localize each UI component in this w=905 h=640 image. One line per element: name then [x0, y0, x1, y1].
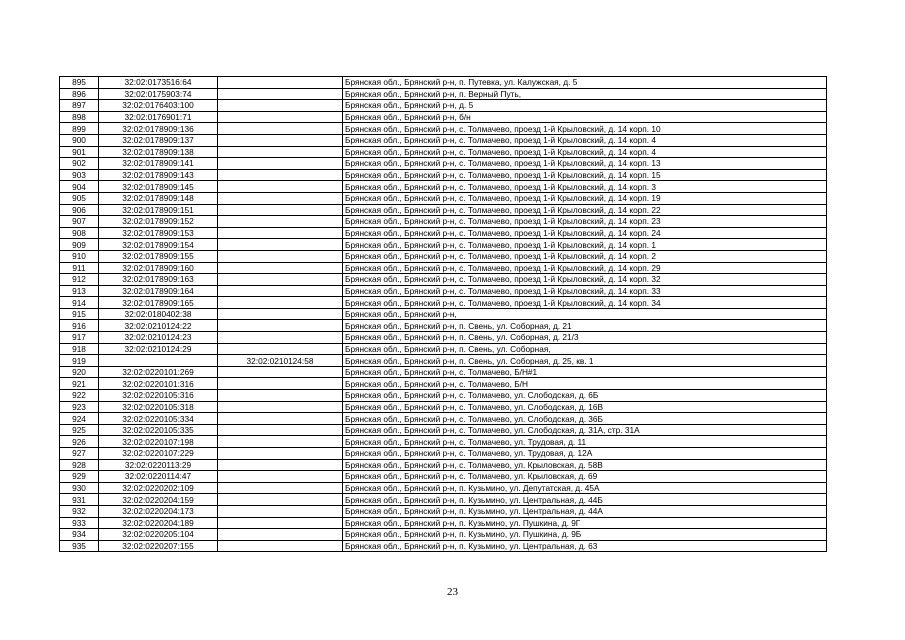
address-cell: Брянская обл., Брянский р-н, с. Толмачево, проезд 1-й Крыловский, д. 14 корп. 23 [343, 216, 827, 228]
address-cell: Брянская обл., Брянский р-н, п. Кузьмино, ул. Депутатская, д. 45А [343, 482, 827, 494]
row-number-cell: 925 [60, 424, 99, 436]
secondary-cadastral-number-cell [218, 448, 343, 460]
cadastral-number-cell: 32:02:0176901:71 [99, 111, 218, 123]
secondary-cadastral-number-cell [218, 436, 343, 448]
address-cell: Брянская обл., Брянский р-н, с. Толмачево, проезд 1-й Крыловский, д. 14 корп. 22 [343, 204, 827, 216]
table-row [60, 262, 827, 274]
address-cell: Брянская обл., Брянский р-н, с. Толмачево, проезд 1-й Крыловский, д. 14 корп. 13 [343, 158, 827, 170]
table-row [60, 529, 827, 541]
cadastral-number-cell: 32:02:0220105:316 [99, 390, 218, 402]
table-row [60, 77, 827, 89]
secondary-cadastral-number-cell [218, 540, 343, 552]
table-row [60, 297, 827, 309]
table-row [60, 401, 827, 413]
address-cell: Брянская обл., Брянский р-н, п. Кузьмино, ул. Пушкина, д. 9Б [343, 529, 827, 541]
row-number-cell: 931 [60, 494, 99, 506]
address-cell: Брянская обл., Брянский р-н, с. Толмачево, ул. Слободская, д. 16В [343, 401, 827, 413]
table-row [60, 505, 827, 517]
secondary-cadastral-number-cell [218, 146, 343, 158]
table-row [60, 413, 827, 425]
address-cell: Брянская обл., Брянский р-н, с. Толмачево, Б/Н#1 [343, 366, 827, 378]
cadastral-number-cell: 32:02:0220107:198 [99, 436, 218, 448]
table-row [60, 192, 827, 204]
secondary-cadastral-number-cell [218, 494, 343, 506]
address-cell: Брянская обл., Брянский р-н, с. Толмачево, проезд 1-й Крыловский, д. 14 корп. 33 [343, 285, 827, 297]
address-cell: Брянская обл., Брянский р-н, с. Толмачево, проезд 1-й Крыловский, д. 14 корп. 2 [343, 250, 827, 262]
row-number-cell: 924 [60, 413, 99, 425]
address-cell: Брянская обл., Брянский р-н, с. Толмачево, ул. Крыловская, д. 69 [343, 471, 827, 483]
address-cell: Брянская обл., Брянский р-н, с. Толмачево, ул. Крыловская, д. 58В [343, 459, 827, 471]
secondary-cadastral-number-cell [218, 378, 343, 390]
cadastral-number-cell: 32:02:0178909:153 [99, 227, 218, 239]
table-row [60, 111, 827, 123]
secondary-cadastral-number-cell: 32:02:0210124:58 [218, 355, 343, 367]
table-row [60, 134, 827, 146]
table-row [60, 274, 827, 286]
property-registry-table [59, 76, 827, 552]
secondary-cadastral-number-cell [218, 390, 343, 402]
cadastral-number-cell: 32:02:0178909:141 [99, 158, 218, 170]
address-cell: Брянская обл., Брянский р-н, с. Толмачево, ул. Трудовая, д. 11 [343, 436, 827, 448]
address-cell: Брянская обл., Брянский р-н, с. Толмачево, ул. Слободская, д. 31А, стр. 31А [343, 424, 827, 436]
cadastral-number-cell: 32:02:0176403:100 [99, 100, 218, 112]
secondary-cadastral-number-cell [218, 297, 343, 309]
row-number-cell: 897 [60, 100, 99, 112]
address-cell: Брянская обл., Брянский р-н, п. Свень, ул. Соборная, д. 21 [343, 320, 827, 332]
address-cell: Брянская обл., Брянский р-н, с. Толмачево, проезд 1-й Крыловский, д. 14 корп. 19 [343, 192, 827, 204]
address-cell: Брянская обл., Брянский р-н, б/н [343, 111, 827, 123]
cadastral-number-cell: 32:02:0220101:316 [99, 378, 218, 390]
page-number: 23 [447, 586, 458, 598]
table-row [60, 88, 827, 100]
cadastral-number-cell: 32:02:0178909:163 [99, 274, 218, 286]
table-row [60, 146, 827, 158]
secondary-cadastral-number-cell [218, 401, 343, 413]
cadastral-number-cell: 32:02:0178909:160 [99, 262, 218, 274]
cadastral-number-cell [99, 355, 218, 367]
address-cell: Брянская обл., Брянский р-н, [343, 308, 827, 320]
cadastral-number-cell: 32:02:0178909:136 [99, 123, 218, 135]
secondary-cadastral-number-cell [218, 343, 343, 355]
secondary-cadastral-number-cell [218, 192, 343, 204]
table-row [60, 482, 827, 494]
secondary-cadastral-number-cell [218, 134, 343, 146]
cadastral-number-cell: 32:02:0178909:143 [99, 169, 218, 181]
cadastral-number-cell: 32:02:0220207:155 [99, 540, 218, 552]
table-row [60, 471, 827, 483]
secondary-cadastral-number-cell [218, 250, 343, 262]
row-number-cell: 915 [60, 308, 99, 320]
address-cell: Брянская обл., Брянский р-н, п. Кузьмино, ул. Центральная, д. 44А [343, 505, 827, 517]
address-cell: Брянская обл., Брянский р-н, с. Толмачево, проезд 1-й Крыловский, д. 14 корп. 15 [343, 169, 827, 181]
table-row [60, 158, 827, 170]
table-row [60, 494, 827, 506]
secondary-cadastral-number-cell [218, 262, 343, 274]
row-number-cell: 914 [60, 297, 99, 309]
table-row [60, 239, 827, 251]
cadastral-number-cell: 32:02:0220105:318 [99, 401, 218, 413]
address-cell: Брянская обл., Брянский р-н, с. Толмачево, проезд 1-й Крыловский, д. 14 корп. 4 [343, 134, 827, 146]
secondary-cadastral-number-cell [218, 227, 343, 239]
row-number-cell: 912 [60, 274, 99, 286]
secondary-cadastral-number-cell [218, 517, 343, 529]
row-number-cell: 905 [60, 192, 99, 204]
row-number-cell: 934 [60, 529, 99, 541]
row-number-cell: 922 [60, 390, 99, 402]
cadastral-number-cell: 32:02:0178909:145 [99, 181, 218, 193]
row-number-cell: 901 [60, 146, 99, 158]
secondary-cadastral-number-cell [218, 482, 343, 494]
secondary-cadastral-number-cell [218, 239, 343, 251]
cadastral-number-cell: 32:02:0175903:74 [99, 88, 218, 100]
cadastral-number-cell: 32:02:0210124:23 [99, 332, 218, 344]
row-number-cell: 911 [60, 262, 99, 274]
row-number-cell: 927 [60, 448, 99, 460]
row-number-cell: 933 [60, 517, 99, 529]
address-cell: Брянская обл., Брянский р-н, с. Толмачево, ул. Слободская, д. 6Б [343, 390, 827, 402]
table-row [60, 308, 827, 320]
cadastral-number-cell: 32:02:0220205:104 [99, 529, 218, 541]
table-row [60, 204, 827, 216]
row-number-cell: 923 [60, 401, 99, 413]
secondary-cadastral-number-cell [218, 529, 343, 541]
secondary-cadastral-number-cell [218, 181, 343, 193]
table-row [60, 100, 827, 112]
secondary-cadastral-number-cell [218, 169, 343, 181]
cadastral-number-cell: 32:02:0210124:29 [99, 343, 218, 355]
cadastral-number-cell: 32:02:0220113:29 [99, 459, 218, 471]
table-row [60, 343, 827, 355]
row-number-cell: 926 [60, 436, 99, 448]
cadastral-number-cell: 32:02:0220107:229 [99, 448, 218, 460]
address-cell: Брянская обл., Брянский р-н, п. Верный Путь, [343, 88, 827, 100]
cadastral-number-cell: 32:02:0178909:137 [99, 134, 218, 146]
cadastral-number-cell: 32:02:0178909:165 [99, 297, 218, 309]
address-cell: Брянская обл., Брянский р-н, д. 5 [343, 100, 827, 112]
row-number-cell: 932 [60, 505, 99, 517]
secondary-cadastral-number-cell [218, 216, 343, 228]
secondary-cadastral-number-cell [218, 366, 343, 378]
secondary-cadastral-number-cell [218, 285, 343, 297]
address-cell: Брянская обл., Брянский р-н, п. Свень, ул. Соборная, д. 25, кв. 1 [343, 355, 827, 367]
cadastral-number-cell: 32:02:0178909:154 [99, 239, 218, 251]
address-cell: Брянская обл., Брянский р-н, п. Кузьмино, ул. Центральная, д. 44Б [343, 494, 827, 506]
table-row [60, 285, 827, 297]
cadastral-number-cell: 32:02:0220204:159 [99, 494, 218, 506]
table-row [60, 448, 827, 460]
row-number-cell: 895 [60, 77, 99, 89]
secondary-cadastral-number-cell [218, 158, 343, 170]
cadastral-number-cell: 32:02:0220105:335 [99, 424, 218, 436]
row-number-cell: 918 [60, 343, 99, 355]
row-number-cell: 910 [60, 250, 99, 262]
row-number-cell: 903 [60, 169, 99, 181]
secondary-cadastral-number-cell [218, 413, 343, 425]
secondary-cadastral-number-cell [218, 100, 343, 112]
row-number-cell: 919 [60, 355, 99, 367]
table-row [60, 459, 827, 471]
table-row [60, 540, 827, 552]
cadastral-number-cell: 32:02:0178909:152 [99, 216, 218, 228]
row-number-cell: 900 [60, 134, 99, 146]
table-row [60, 355, 827, 367]
address-cell: Брянская обл., Брянский р-н, с. Толмачево, проезд 1-й Крыловский, д. 14 корп. 24 [343, 227, 827, 239]
secondary-cadastral-number-cell [218, 123, 343, 135]
address-cell: Брянская обл., Брянский р-н, с. Толмачево, проезд 1-й Крыловский, д. 14 корп. 4 [343, 146, 827, 158]
row-number-cell: 928 [60, 459, 99, 471]
address-cell: Брянская обл., Брянский р-н, п. Путевка, ул. Калужская, д. 5 [343, 77, 827, 89]
address-cell: Брянская обл., Брянский р-н, с. Толмачево, Б/Н [343, 378, 827, 390]
cadastral-number-cell: 32:02:0220105:334 [99, 413, 218, 425]
secondary-cadastral-number-cell [218, 77, 343, 89]
row-number-cell: 902 [60, 158, 99, 170]
cadastral-number-cell: 32:02:0178909:164 [99, 285, 218, 297]
secondary-cadastral-number-cell [218, 320, 343, 332]
table-row [60, 332, 827, 344]
table-row [60, 390, 827, 402]
cadastral-number-cell: 32:02:0220202:109 [99, 482, 218, 494]
address-cell: Брянская обл., Брянский р-н, с. Толмачево, проезд 1-й Крыловский, д. 14 корп. 34 [343, 297, 827, 309]
row-number-cell: 909 [60, 239, 99, 251]
cadastral-number-cell: 32:02:0220204:189 [99, 517, 218, 529]
secondary-cadastral-number-cell [218, 308, 343, 320]
cadastral-number-cell: 32:02:0220204:173 [99, 505, 218, 517]
secondary-cadastral-number-cell [218, 424, 343, 436]
secondary-cadastral-number-cell [218, 505, 343, 517]
address-cell: Брянская обл., Брянский р-н, с. Толмачево, ул. Трудовая, д. 12А [343, 448, 827, 460]
table-row [60, 123, 827, 135]
table-row [60, 436, 827, 448]
cadastral-number-cell: 32:02:0178909:155 [99, 250, 218, 262]
cadastral-number-cell: 32:02:0180402:38 [99, 308, 218, 320]
table-row [60, 250, 827, 262]
table-row [60, 227, 827, 239]
cadastral-number-cell: 32:02:0220114:47 [99, 471, 218, 483]
cadastral-number-cell: 32:02:0210124:22 [99, 320, 218, 332]
secondary-cadastral-number-cell [218, 459, 343, 471]
table-row [60, 181, 827, 193]
row-number-cell: 899 [60, 123, 99, 135]
cadastral-number-cell: 32:02:0178909:138 [99, 146, 218, 158]
secondary-cadastral-number-cell [218, 204, 343, 216]
address-cell: Брянская обл., Брянский р-н, п. Кузьмино, ул. Центральная, д. 63 [343, 540, 827, 552]
cadastral-number-cell: 32:02:0178909:151 [99, 204, 218, 216]
row-number-cell: 908 [60, 227, 99, 239]
cadastral-number-cell: 32:02:0178909:148 [99, 192, 218, 204]
table-row [60, 517, 827, 529]
row-number-cell: 906 [60, 204, 99, 216]
table-row [60, 424, 827, 436]
row-number-cell: 916 [60, 320, 99, 332]
table-row [60, 378, 827, 390]
table-row [60, 320, 827, 332]
row-number-cell: 921 [60, 378, 99, 390]
address-cell: Брянская обл., Брянский р-н, с. Толмачево, проезд 1-й Крыловский, д. 14 корп. 29 [343, 262, 827, 274]
address-cell: Брянская обл., Брянский р-н, п. Свень, ул. Соборная, д. 21/3 [343, 332, 827, 344]
secondary-cadastral-number-cell [218, 111, 343, 123]
row-number-cell: 907 [60, 216, 99, 228]
address-cell: Брянская обл., Брянский р-н, п. Кузьмино, ул. Пушкина, д. 9Г [343, 517, 827, 529]
secondary-cadastral-number-cell [218, 88, 343, 100]
secondary-cadastral-number-cell [218, 471, 343, 483]
table-row [60, 169, 827, 181]
table-row [60, 366, 827, 378]
address-cell: Брянская обл., Брянский р-н, с. Толмачево, проезд 1-й Крыловский, д. 14 корп. 10 [343, 123, 827, 135]
row-number-cell: 917 [60, 332, 99, 344]
cadastral-number-cell: 32:02:0220101:269 [99, 366, 218, 378]
row-number-cell: 929 [60, 471, 99, 483]
address-cell: Брянская обл., Брянский р-н, с. Толмачево, проезд 1-й Крыловский, д. 14 корп. 32 [343, 274, 827, 286]
address-cell: Брянская обл., Брянский р-н, с. Толмачево, проезд 1-й Крыловский, д. 14 корп. 3 [343, 181, 827, 193]
registry-table-body [60, 77, 827, 552]
row-number-cell: 898 [60, 111, 99, 123]
address-cell: Брянская обл., Брянский р-н, п. Свень, ул. Соборная, [343, 343, 827, 355]
row-number-cell: 904 [60, 181, 99, 193]
row-number-cell: 935 [60, 540, 99, 552]
row-number-cell: 913 [60, 285, 99, 297]
row-number-cell: 920 [60, 366, 99, 378]
address-cell: Брянская обл., Брянский р-н, с. Толмачево, ул. Слободская, д. 36Б [343, 413, 827, 425]
secondary-cadastral-number-cell [218, 332, 343, 344]
row-number-cell: 896 [60, 88, 99, 100]
cadastral-number-cell: 32:02:0173516:64 [99, 77, 218, 89]
row-number-cell: 930 [60, 482, 99, 494]
table-row [60, 216, 827, 228]
address-cell: Брянская обл., Брянский р-н, с. Толмачево, проезд 1-й Крыловский, д. 14 корп. 1 [343, 239, 827, 251]
secondary-cadastral-number-cell [218, 274, 343, 286]
